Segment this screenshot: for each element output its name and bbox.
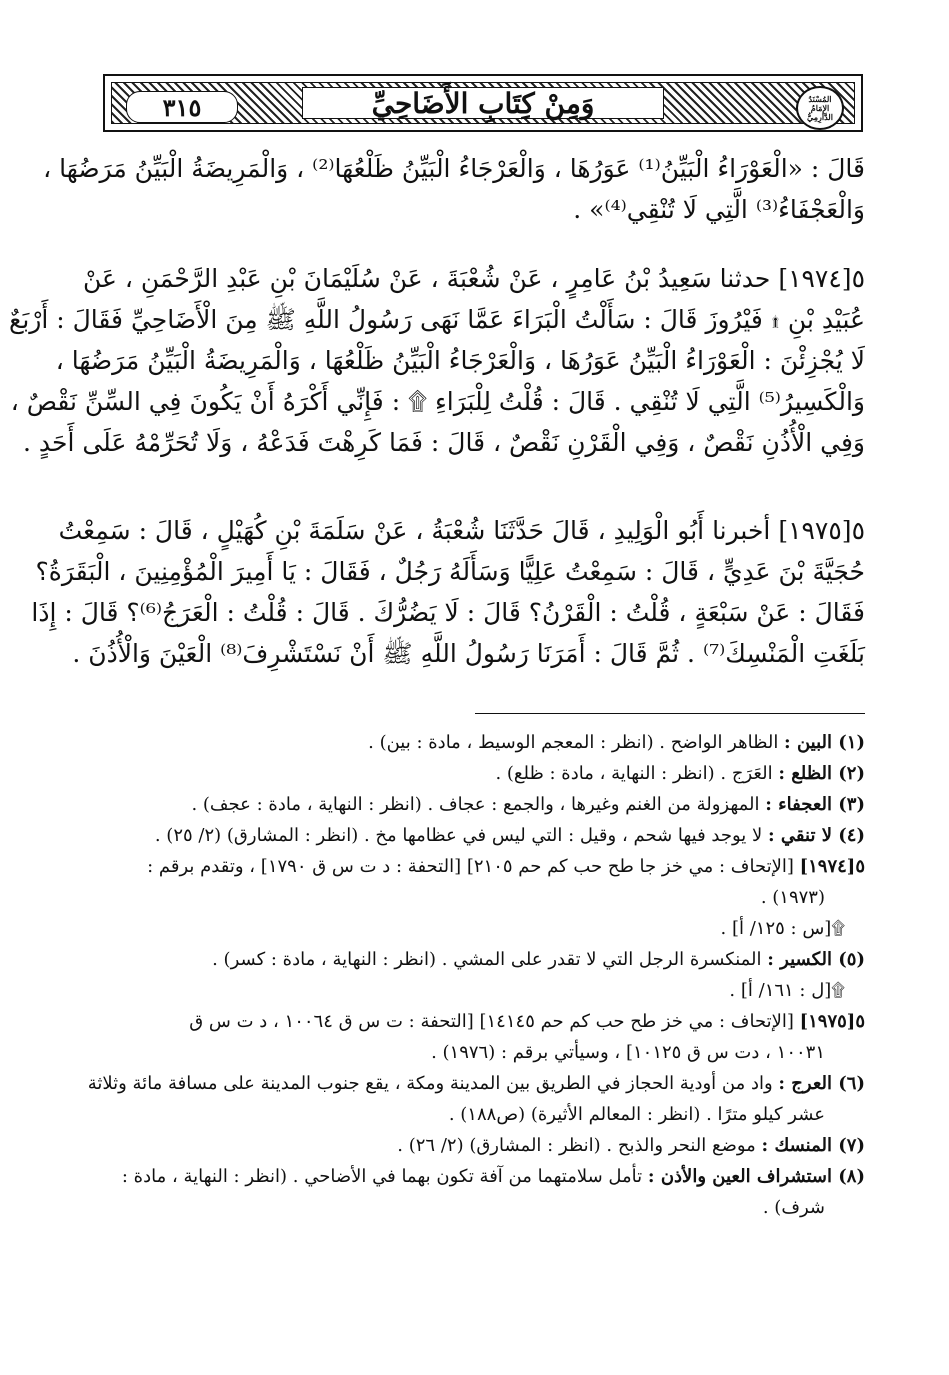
main-text [43,148,865,230]
footnote [100,1161,865,1192]
hadith-1975 [31,510,865,674]
book-emblem-icon [796,86,844,130]
footnote [100,820,865,851]
footnote [87,1068,865,1099]
text-line: وَالْكَسِيرُ⁽⁵⁾ الَّتِي لَا تُنْقِي . قَالَ : قُلْتُ لِلْبَرَاءِ ۩ : فَإِنِّي أَكْرَهُ أَنْ يَكُونَ فِي السِّنِّ نَقْصٌ ، [10,387,865,416]
footnote-label: (٦) العرج : [778,1073,865,1094]
footnote-text: [الإتحاف : مي خز جا طح حب كم حم ٢١٠٥] [التحفة : د ت س ق ١٧٩٠] ، وتقدم برقم : [147,856,800,877]
footnote-label: ٥[١٩٧٥] [799,1011,865,1032]
footnote [100,727,865,758]
footnote-label: ٥[١٩٧٤] [799,856,865,877]
footnote-text: الظاهر الواضح . (انظر : المعجم الوسيط ، مادة : بين) . [368,732,785,753]
chapter-title-box [302,87,664,119]
page-number: ٣١٥ [162,92,202,122]
footnote-label: (٧) المنسك : [761,1135,865,1156]
footnote-text: ١٠٠٣١ ، دت س ق ١٠١٢٥] ، وسيأتي برقم : (١٩٧٦) . [431,1042,825,1063]
footnote-text: تأمل سلامتهما من آفة تكون بهما في الأضاحي . (انظر : النهاية ، مادة : [121,1166,648,1187]
hadith-1974 [9,258,865,463]
footnote [100,1130,865,1161]
footnote [100,789,865,820]
text-line: ٥[١٩٧٥] أخبرنا أَبُو الْوَلِيدِ ، قَالَ حَدَّثَنَا شُعْبَةُ ، عَنْ سَلَمَةَ بْنِ كُهَيْلٍ ، قَالَ : سَمِعْتُ [58,516,865,545]
footnote [100,1192,865,1223]
footnote [100,1099,865,1130]
chapter-title: وَمِنْ كِتَابِ الأَضَاحِيِّ [371,86,595,120]
footnote-text: [الإتحاف : مي خز طح حب كم حم ١٤١٤٥] [التحفة : ت س ق ١٠٠٦٤ ، د ت س ق [189,1011,800,1032]
footnote-label: (٣) العجفاء : [765,794,865,815]
footnote-label: (٥) الكسير : [767,949,865,970]
text-line: ٥[١٩٧٤] حدثنا سَعِيدُ بْنُ عَامِرٍ ، عَنْ شُعْبَةَ ، عَنْ سُلَيْمَانَ بْنِ عَبْدِ الرَّحْمَنِ ، عَنْ [82,264,865,293]
text-line: عُبَيْدِ بْنِ ۩ فَيْرُوزَ قَالَ : سَأَلْتُ الْبَرَاءَ عَمَّا نَهَى رَسُولُ اللَّهِ ﷺ مِنَ الْأَضَاحِيِّ فَقَالَ : أَرْبَعٌ [9,305,865,334]
text-line: قَالَ : «الْعَوْرَاءُ الْبَيِّنُ⁽¹⁾ عَوَرُهَا ، وَالْعَرْجَاءُ الْبَيِّنُ ظَلْعُهَا⁽²⁾ ، وَالْمَرِيضَةُ الْبَيِّنُ مَرَضُهَا ، [43,154,865,183]
text-line: فَقَالَ : عَنْ سَبْعَةٍ ، قُلْتُ : الْقَرْنُ؟ قَالَ : لَا يَضُرُّكَ . قَالَ : قُلْتُ : الْعَرَجُ⁽⁶⁾؟ قَالَ : إِذَا [31,598,865,627]
footnote [100,1037,865,1068]
footnote [100,1006,865,1037]
footnote [100,758,865,789]
footnote-separator [475,713,865,714]
text-line: لَا يُجْزِئْنَ : الْعَوْرَاءُ الْبَيِّنُ عَوَرُهَا ، وَالْعَرْجَاءُ الْبَيِّنُ ظَلْعُهَا ، وَالْمَرِيضَةُ الْبَيِّنُ مَرَضُهَا ، [55,346,865,375]
footnote-label: (٤) لا تنقي : [768,825,865,846]
footnote-text: شرف) . [762,1197,825,1218]
header-ornament [111,82,855,124]
text-line: وَالْعَجْفَاءُ⁽³⁾ الَّتِي لَا تُنْقِي⁽⁴⁾» . [573,195,865,224]
footnote-text: المهزولة من الغنم وغيرها ، والجمع : عجاف . (انظر : النهاية ، مادة : عجف) . [191,794,766,815]
footnote-label: (٢) الظلع : [778,763,865,784]
footnote-text: عشر كيلو مترًا . (انظر : المعالم الأثيرة) (ص١٨٨) . [448,1104,825,1125]
page-number-box [126,91,238,123]
text-line: بَلَغَتِ الْمَنْسِكَ⁽⁷⁾ . ثُمَّ قَالَ : أَمَرَنَا رَسُولُ اللَّهِ ﷺ أَنْ نَسْتَشْرِفَ⁽⁸⁾ الْعَيْنَ وَالْأُذُنَ . [72,639,865,668]
emblem-text: المُسْنَدُ الإِمَامُ الدَّارِمِيُّ [807,93,833,122]
footnote [100,944,865,975]
text-line: حُجَيَّةَ بْنَ عَدِيٍّ ، قَالَ : سَمِعْتُ عَلِيًّا وَسَأَلَهُ رَجُلٌ ، فَقَالَ : يَا أَمِيرَ الْمُؤْمِنِينَ ، الْبَقَرَةُ؟ [35,557,865,586]
page-header [103,74,863,132]
footnote [100,882,865,913]
footnote-text: واد من أودية الحجاز في الطريق بين المدينة ومكة ، يقع جنوب المدينة على مسافة مائة وثلاثة [87,1073,779,1094]
footnote [100,975,865,1006]
footnote-label: (٨) استشراف العين والأذن : [647,1166,865,1187]
footnote-label: (١) البين : [784,732,865,753]
text-line: وَفِي الْأُذُنِ نَقْصٌ ، وَفِي الْقَرْنِ نَقْصٌ ، قَالَ : فَمَا كَرِهْتَ فَدَعْهُ ، وَلَا تُحَرِّمْهُ عَلَى أَحَدٍ . [22,428,865,457]
footnote-text: ۩[ل : ١٦١/ أ] . [729,980,845,1001]
footnote-text: (١٩٧٣) . [760,887,825,908]
footnote [100,851,865,882]
footnote-text: ۩[س : ١٢٥/ أ] . [720,918,845,939]
footnote-text: المنكسرة الرجل التي لا تقدر على المشي . (انظر : النهاية ، مادة : كسر) . [212,949,768,970]
footnote-text: لا يوجد فيها شحم ، وقيل : التي ليس في عظامها مخ . (انظر : المشارق) (٢/ ٢٥) . [154,825,769,846]
footnote-text: موضع النحر والذبح . (انظر : المشارق) (٢/ ٢٦) . [397,1135,762,1156]
footnotes [87,727,865,1223]
footnote-text: العَرَج . (انظر : النهاية ، مادة : ظلع) . [495,763,779,784]
footnote [100,913,865,944]
